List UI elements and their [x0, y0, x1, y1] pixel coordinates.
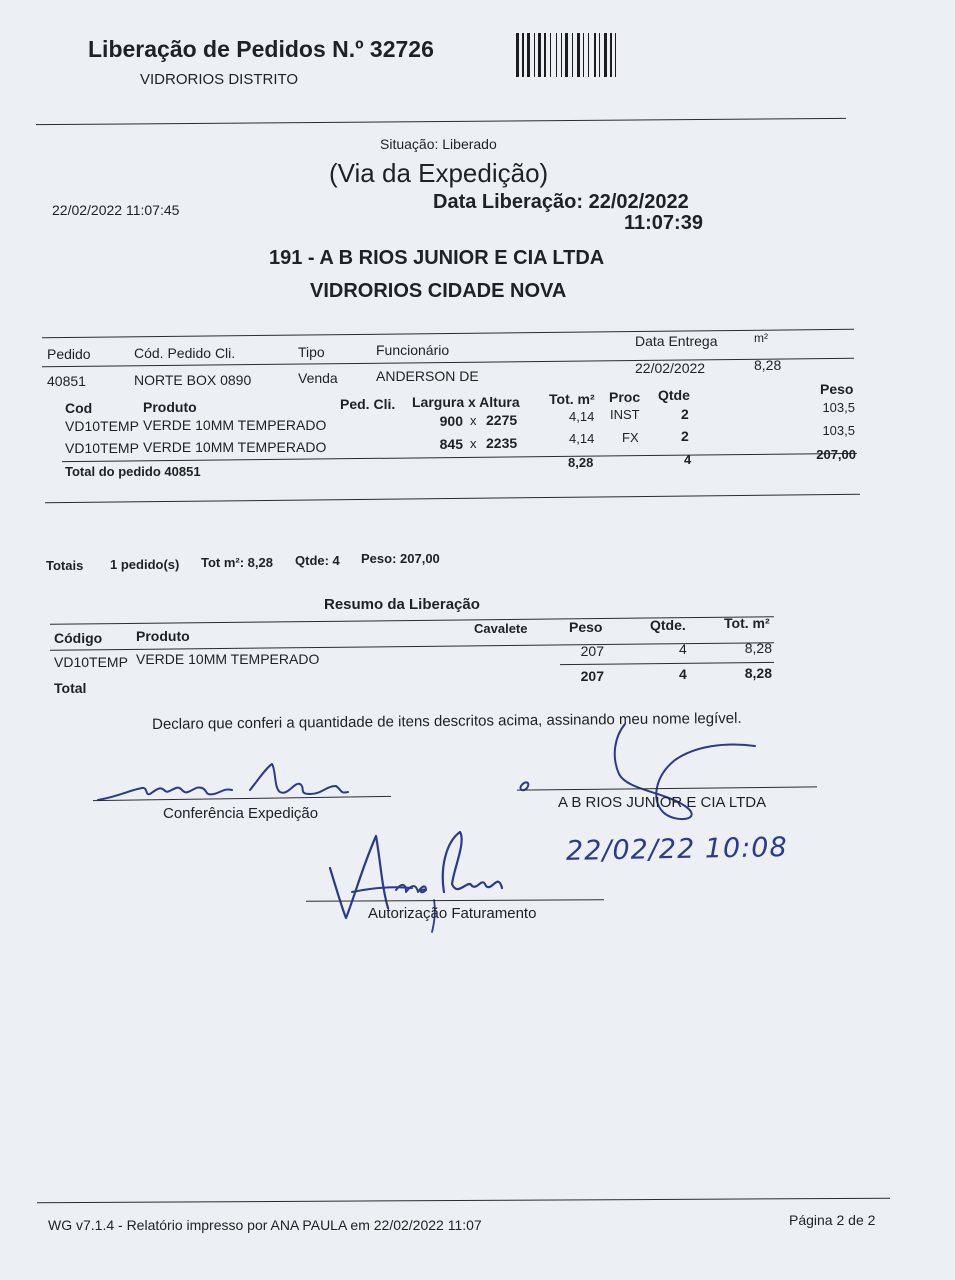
header-tipo: Tipo [298, 344, 325, 360]
company-name: VIDRORIOS DISTRITO [140, 71, 299, 88]
item-header-ped-cli: Ped. Cli. [340, 396, 396, 412]
item-peso: 103,5 [822, 423, 855, 438]
item-header-proc: Proc [609, 389, 641, 405]
row-funcionario: ANDERSON DE [376, 368, 479, 384]
conferencia-signature [90, 760, 360, 808]
client-signature-label: A B RIOS JUNIOR E CIA LTDA [558, 794, 767, 811]
footer-rule [37, 1198, 890, 1203]
item-header-largura-altura: Largura x Altura [412, 394, 520, 410]
item-altura: 2275 [486, 412, 518, 428]
item-largura: 900 [439, 413, 463, 429]
totals-peso: Peso: 207,00 [361, 551, 440, 566]
data-liberacao-label: Data Liberação: 22/02/2022 [433, 191, 689, 213]
resumo-row-tot-m2: 8,28 [744, 640, 772, 656]
data-liberacao-time: 11:07:39 [624, 212, 703, 234]
item-tot-m2: 4,14 [569, 431, 595, 446]
item-altura: 2235 [486, 435, 518, 451]
totals-qtde: Qtde: 4 [295, 553, 340, 568]
item-tot-m2: 4,14 [569, 409, 595, 424]
item-qtde: 2 [681, 406, 689, 422]
order-table-bottom-rule [45, 494, 860, 504]
resumo-row-qtde: 4 [679, 641, 687, 657]
resumo-header-qtde: Qtde. [650, 617, 686, 633]
resumo-header-cavalete: Cavalete [474, 621, 528, 636]
item-header-qtde: Qtde [658, 387, 690, 403]
item-cod: VD10TEMP [65, 440, 139, 456]
row-cod-pedido-cli: NORTE BOX 0890 [134, 372, 252, 388]
item-proc: FX [622, 430, 639, 445]
declaration-text: Declaro que conferi a quantidade de itens descritos acima, assinando meu nome legível. [152, 709, 742, 733]
item-header-produto: Produto [143, 399, 197, 415]
header-cod-pedido-cli: Cód. Pedido Cli. [134, 345, 236, 361]
order-total-peso: 207,00 [816, 447, 856, 462]
item-proc: INST [610, 407, 640, 422]
resumo-header-produto: Produto [136, 628, 190, 644]
handwritten-date: 22/02/22 10:08 [565, 832, 788, 867]
row-tipo: Venda [298, 370, 338, 386]
item-x: x [470, 413, 477, 428]
resumo-total-label: Total [54, 680, 87, 696]
resumo-title: Resumo da Liberação [324, 596, 480, 613]
item-largura: 845 [439, 436, 463, 452]
item-produto: VERDE 10MM TEMPERADO [143, 439, 327, 455]
autorizacao-label: Autorização Faturamento [368, 905, 537, 922]
item-x: x [470, 436, 477, 451]
order-total-qtde: 4 [684, 452, 692, 467]
totals-pedidos: 1 pedido(s) [110, 557, 180, 572]
header-divider [36, 118, 846, 125]
conferencia-label: Conferência Expedição [163, 805, 319, 822]
footer-version: WG v7.1.4 - Relatório impresso por ANA PAULA em 22/02/2022 11:07 [48, 1217, 482, 1233]
item-peso: 103,5 [822, 400, 855, 415]
resumo-total-tot-m2: 8,28 [744, 665, 772, 681]
totals-label: Totais [46, 558, 84, 573]
row-m2: 8,28 [754, 357, 782, 373]
resumo-row-codigo: VD10TEMP [54, 654, 128, 670]
document-title: Liberação de Pedidos N.º 32726 [88, 36, 434, 62]
order-total-m2: 8,28 [568, 455, 594, 470]
item-header-cod: Cod [65, 400, 93, 416]
item-produto: VERDE 10MM TEMPERADO [143, 417, 327, 433]
totals-m2: Tot m²: 8,28 [201, 555, 273, 570]
header-pedido: Pedido [47, 346, 91, 362]
resumo-total-qtde: 4 [679, 666, 687, 682]
footer-page-number: Página 2 de 2 [789, 1212, 876, 1228]
header-data-entrega: Data Entrega [635, 333, 718, 349]
row-data-entrega: 22/02/2022 [635, 360, 706, 376]
order-total-label: Total do pedido 40851 [65, 464, 201, 479]
resumo-row-produto: VERDE 10MM TEMPERADO [136, 651, 320, 667]
via-label: (Via da Expedição) [329, 158, 549, 188]
barcode [516, 33, 658, 77]
resumo-row-peso: 207 [580, 643, 604, 659]
header-funcionario: Funcionário [376, 342, 450, 358]
resumo-header-peso: Peso [569, 619, 603, 635]
item-header-tot-m2: Tot. m² [549, 391, 595, 407]
client-name: 191 - A B RIOS JUNIOR E CIA LTDA [269, 247, 605, 269]
situacao-label: Situação: Liberado [380, 136, 497, 152]
item-cod: VD10TEMP [65, 418, 139, 434]
resumo-header-tot-m2: Tot. m² [724, 615, 770, 631]
header-m2: m² [754, 331, 768, 345]
client-store: VIDRORIOS CIDADE NOVA [310, 280, 567, 302]
row-pedido: 40851 [47, 373, 86, 389]
resumo-total-peso: 207 [580, 668, 604, 684]
resumo-header-codigo: Código [54, 630, 103, 646]
print-datetime: 22/02/2022 11:07:45 [52, 202, 180, 218]
order-table-top-rule [42, 329, 854, 339]
item-header-peso: Peso [820, 381, 854, 397]
item-qtde: 2 [681, 428, 689, 444]
